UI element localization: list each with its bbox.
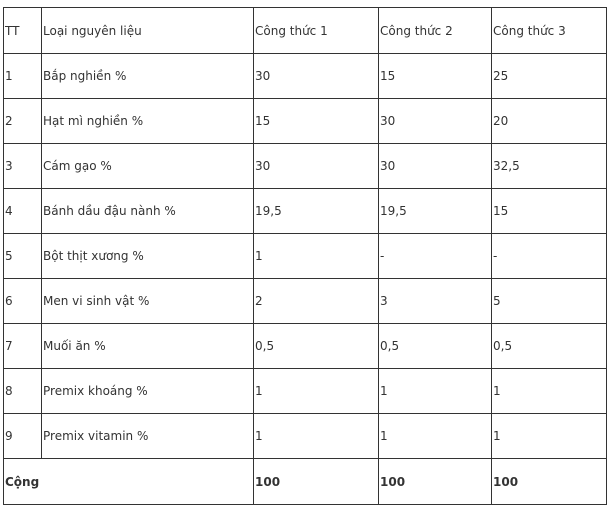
formula-2-value: 0,5	[379, 324, 492, 369]
ingredient-name: Muối ăn %	[42, 324, 254, 369]
row-number: 8	[4, 369, 42, 414]
row-number: 4	[4, 189, 42, 234]
row-number: 1	[4, 54, 42, 99]
table-row	[4, 99, 607, 144]
formula-2-value: 30	[379, 99, 492, 144]
row-number: 2	[4, 99, 42, 144]
formula-2-value: 19,5	[379, 189, 492, 234]
total-formula-1-value: 100	[254, 459, 379, 505]
total-label: Cộng	[4, 459, 254, 505]
table-header-row	[4, 8, 607, 54]
header-formula-1: Công thức 1	[254, 8, 379, 54]
ingredient-name: Cám gạo %	[42, 144, 254, 189]
table-row	[4, 369, 607, 414]
row-number: 3	[4, 144, 42, 189]
feed-formula-table	[3, 7, 607, 505]
table-row	[4, 54, 607, 99]
total-formula-3-value: 100	[492, 459, 607, 505]
formula-1-value: 15	[254, 99, 379, 144]
formula-2-value: 1	[379, 414, 492, 459]
table-row	[4, 414, 607, 459]
ingredient-name: Premix khoáng %	[42, 369, 254, 414]
formula-3-value: 20	[492, 99, 607, 144]
formula-2-value: 3	[379, 279, 492, 324]
table-row	[4, 144, 607, 189]
formula-1-value: 0,5	[254, 324, 379, 369]
formula-2-value: -	[379, 234, 492, 279]
formula-2-value: 1	[379, 369, 492, 414]
formula-3-value: 5	[492, 279, 607, 324]
formula-3-value: 32,5	[492, 144, 607, 189]
formula-1-value: 19,5	[254, 189, 379, 234]
formula-1-value: 1	[254, 414, 379, 459]
total-row	[4, 459, 607, 505]
formula-3-value: 15	[492, 189, 607, 234]
formula-1-value: 30	[254, 54, 379, 99]
formula-3-value: 1	[492, 414, 607, 459]
formula-3-value: 0,5	[492, 324, 607, 369]
formula-3-value: -	[492, 234, 607, 279]
header-ingredient: Loại nguyên liệu	[42, 8, 254, 54]
row-number: 5	[4, 234, 42, 279]
table-row	[4, 189, 607, 234]
header-formula-2: Công thức 2	[379, 8, 492, 54]
formula-1-value: 1	[254, 369, 379, 414]
formula-1-value: 1	[254, 234, 379, 279]
row-number: 7	[4, 324, 42, 369]
formula-1-value: 2	[254, 279, 379, 324]
formula-3-value: 25	[492, 54, 607, 99]
formula-3-value: 1	[492, 369, 607, 414]
row-number: 6	[4, 279, 42, 324]
formula-1-value: 30	[254, 144, 379, 189]
table-row	[4, 234, 607, 279]
ingredient-name: Hạt mì nghiền %	[42, 99, 254, 144]
ingredient-name: Bắp nghiền %	[42, 54, 254, 99]
table-row	[4, 279, 607, 324]
ingredient-name: Premix vitamin %	[42, 414, 254, 459]
row-number: 9	[4, 414, 42, 459]
ingredient-name: Men vi sinh vật %	[42, 279, 254, 324]
header-tt: TT	[4, 8, 42, 54]
formula-2-value: 15	[379, 54, 492, 99]
header-formula-3: Công thức 3	[492, 8, 607, 54]
table-row	[4, 324, 607, 369]
total-formula-2-value: 100	[379, 459, 492, 505]
ingredient-name: Bột thịt xương %	[42, 234, 254, 279]
formula-2-value: 30	[379, 144, 492, 189]
ingredient-name: Bánh dầu đậu nành %	[42, 189, 254, 234]
